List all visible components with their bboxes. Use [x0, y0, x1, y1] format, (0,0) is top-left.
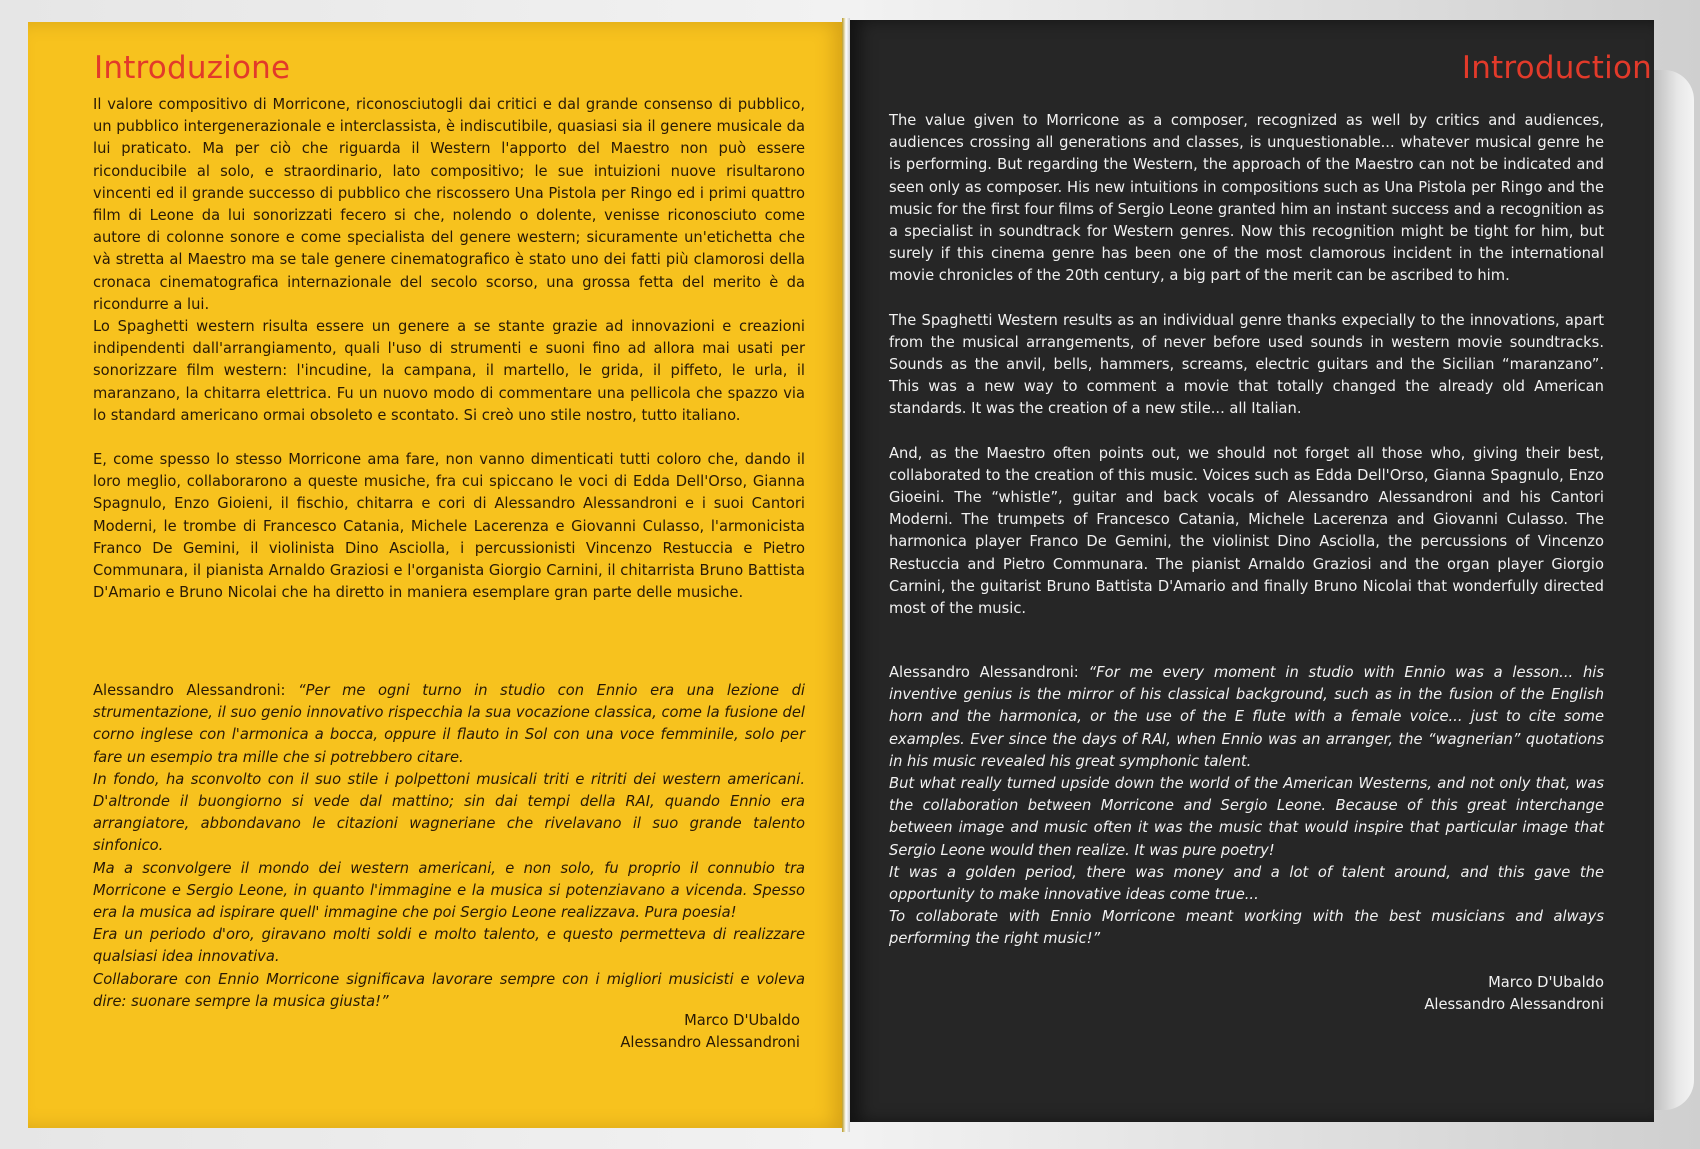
english-quote	[889, 662, 1604, 951]
english-paragraph: The Spaghetti Western results as an individual genre thanks expecially to the innovations, apart from the musical arrangements, of never before used sounds in western movie soundtracks. Sounds as the anvil, bells, hammers, screams, electric guitars and the Sicilian “maranzano”. This was a new way to comment a movie that totally changed the already old American standards. It was the creation of a new stile... all Italian.	[889, 311, 1604, 418]
english-quote-line: To collaborate with Ennio Morricone meant working with the best musicians and always performing the right music!”	[889, 908, 1604, 948]
english-quote-line: “For me every moment in studio with Ennio was a lesson... his inventive genius is the mirror of his classical background, such as in the fusion of the English horn and the harmonica, or the use of the E flute with a female voice... just to cite some examples. Ever since the days of RAI, when Ennio was an arranger, the “wagnerian” quotations in his music revealed his great symphonic talent.	[889, 664, 1604, 770]
cd-edge	[1654, 70, 1694, 1110]
signature-name: Alessandro Alessandroni	[620, 1034, 800, 1051]
italian-quote-line: Collaborare con Ennio Morricone significava lavorare sempre con i migliori musicisti e voleva dire: suonare sempre la musica giusta!”	[93, 970, 805, 1010]
booklet-spine	[842, 18, 850, 1132]
english-paragraph: And, as the Maestro often points out, we should not forget all those who, giving their best, collaborated to the creation of this music. Voices such as Edda Dell'Orso, Gianna Spagnulo, Enzo Gioeini. The “whistle”, guitar and back vocals of Alessandro Alessandroni and his Cantori Moderni. The trumpets of Francesco Catania, Michele Lacerenza and Giovanni Culasso. The harmonica player Franco De Gemini, the violinist Dino Asciolla, the percussions of Vincenzo Restuccia and Pietro Communara. The pianist Arnaldo Graziosi and the organ player Giorgio Carnini, the guitarist Bruno Battista D'Amario and finally Bruno Nicolai that wonderfully directed most of the music.	[889, 444, 1604, 618]
italian-quote-line: Era un periodo d'oro, giravano molti soldi e molto talento, e questo permetteva di realizzare qualsiasi idea innovativa.	[93, 926, 805, 966]
english-quote-line: It was a golden period, there was money and a lot of talent around, and this gave the opportunity to make innovative ideas come true...	[889, 863, 1604, 904]
english-signatures	[1424, 972, 1604, 1016]
english-quote-line: But what really turned upside down the world of the American Westerns, and not only that, was the collaboration between Morricone and Sergio Leone. Because of this great interchange between image and music often it was the music that would inspire that particular image that Sergio Leone would then realize. It was pure poetry!	[889, 775, 1604, 859]
english-intro-text	[889, 110, 1604, 620]
english-quote-speaker: Alessandro Alessandroni:	[889, 664, 1089, 681]
italian-paragraph: Il valore compositivo di Morricone, riconosciutogli dai critici e dal grande consenso di pubblico, un pubblico intergenerazionale e interclassista, è indiscutibile, quasiasi sia il genere musicale da lui praticato. Ma per ciò che riguarda il Western l'apporto del Maestro non può essere riconducibile al solo, e straordinario, lato compositivo; le sue intuizioni nuove risultarono vincenti ed il grande successo di pubblico che riscossero Una Pistola per Ringo ed i primi quattro film di Leone da lui sonorizzati fecero si che, nolendo o dolente, venisse riconosciuto come autore di colonne sonore e come specialista del genere western; sicuramente un'etichetta che và stretta al Maestro ma se tale genere cinematografico è stato uno dei fatti più clamorosi della cronaca cinematografica internazionale del secolo scorso, una grossa fetta del merito è da ricondurre a lui.	[93, 96, 805, 313]
english-paragraph: The value given to Morricone as a composer, recognized as well by critics and audiences, audiences crossing all generations and classes, is unquestionable... whatever musical genre he is performing. But regarding the Western, the approach of the Maestro can not be indicated and seen only as composer. His new intuitions in compositions such as Una Pistola per Ringo and the music for the first four films of Sergio Leone granted him an instant success and a recognition as a specialist in soundtrack for Western genres. Now this recognition might be tight for him, but surely if this cinema genre has been one of the most clamorous incident in the international movie chronicles of the 20th century, a big part of the merit can be ascribed to him.	[889, 112, 1604, 285]
italian-quote	[93, 680, 805, 1013]
signature-name: Alessandro Alessandroni	[1424, 996, 1604, 1013]
italian-quote-line: In fondo, ha sconvolto con il suo stile i polpettoni musicali triti e ritriti dei western americani. D'altronde il buongiorno si vede dal mattino; sin dai tempi della RAI, quando Ennio era arrangiatore, abbondavano le citazioni wagneriane che rivelavano il suo grande talento sinfonico.	[93, 770, 805, 855]
italian-quote-speaker: Alessandro Alessandroni:	[93, 682, 299, 699]
italian-heading: Introduzione	[94, 50, 291, 86]
signature-name: Marco D'Ubaldo	[1488, 974, 1604, 991]
italian-quote-line: “Per me ogni turno in studio con Ennio era una lezione di strumentazione, il suo genio innovativo rispecchia la sua vocazione classica, come la fusione del corno inglese con l'armonica a bocca, oppure il flauto in Sol con una voce femminile, solo per fare un esempio tra mille che si potrebbero citare.	[93, 682, 806, 766]
italian-signatures	[620, 1010, 800, 1054]
italian-paragraph: E, come spesso lo stesso Morricone ama fare, non vanno dimenticati tutti coloro che, dando il loro meglio, collaborarono a queste musiche, fra cui spiccano le voci di Edda Dell'Orso, Gianna Spagnulo, Enzo Gioieni, il fischio, chitarra e cori di Alessandro Alessandroni e i suoi Cantori Moderni, le trombe di Francesco Catania, Michele Lacerenza e Giovanni Culasso, l'armonicista Franco De Gemini, il violinista Dino Asciolla, i percussionisti Vincenzo Restuccia e Pietro Communara, il pianista Arnaldo Graziosi e l'organista Giorgio Carnini, il chitarrista Bruno Battista D'Amario e Bruno Nicolai che ha diretto in maniera esemplare gran parte delle musiche.	[93, 451, 805, 602]
italian-quote-line: Ma a sconvolgere il mondo dei western americani, e non solo, fu proprio il connubio tra Morricone e Sergio Leone, in quanto l'immagine e la musica si potenziavano a vicenda. Spesso era la musica ad ispirare quell' immagine che poi Sergio Leone realizzava. Pura poesia!	[93, 859, 805, 922]
english-heading: Introduction	[1461, 50, 1652, 86]
italian-intro-text	[93, 94, 805, 604]
italian-paragraph: Lo Spaghetti western risulta essere un genere a se stante grazie ad innovazioni e creazioni indipendenti dall'arrangiamento, quali l'uso di strumenti e suoni fino ad allora mai usati per sonorizzare film western: l'incudine, la campana, il martello, le grida, il piffeto, le urla, il maranzano, la chitarra elettrica. Fu un nuovo modo di commentare una pellicola che spazzo via lo standard americano ormai obsoleto e scontato. Si creò uno stile nostro, tutto italiano.	[93, 318, 805, 424]
signature-name: Marco D'Ubaldo	[684, 1012, 800, 1029]
